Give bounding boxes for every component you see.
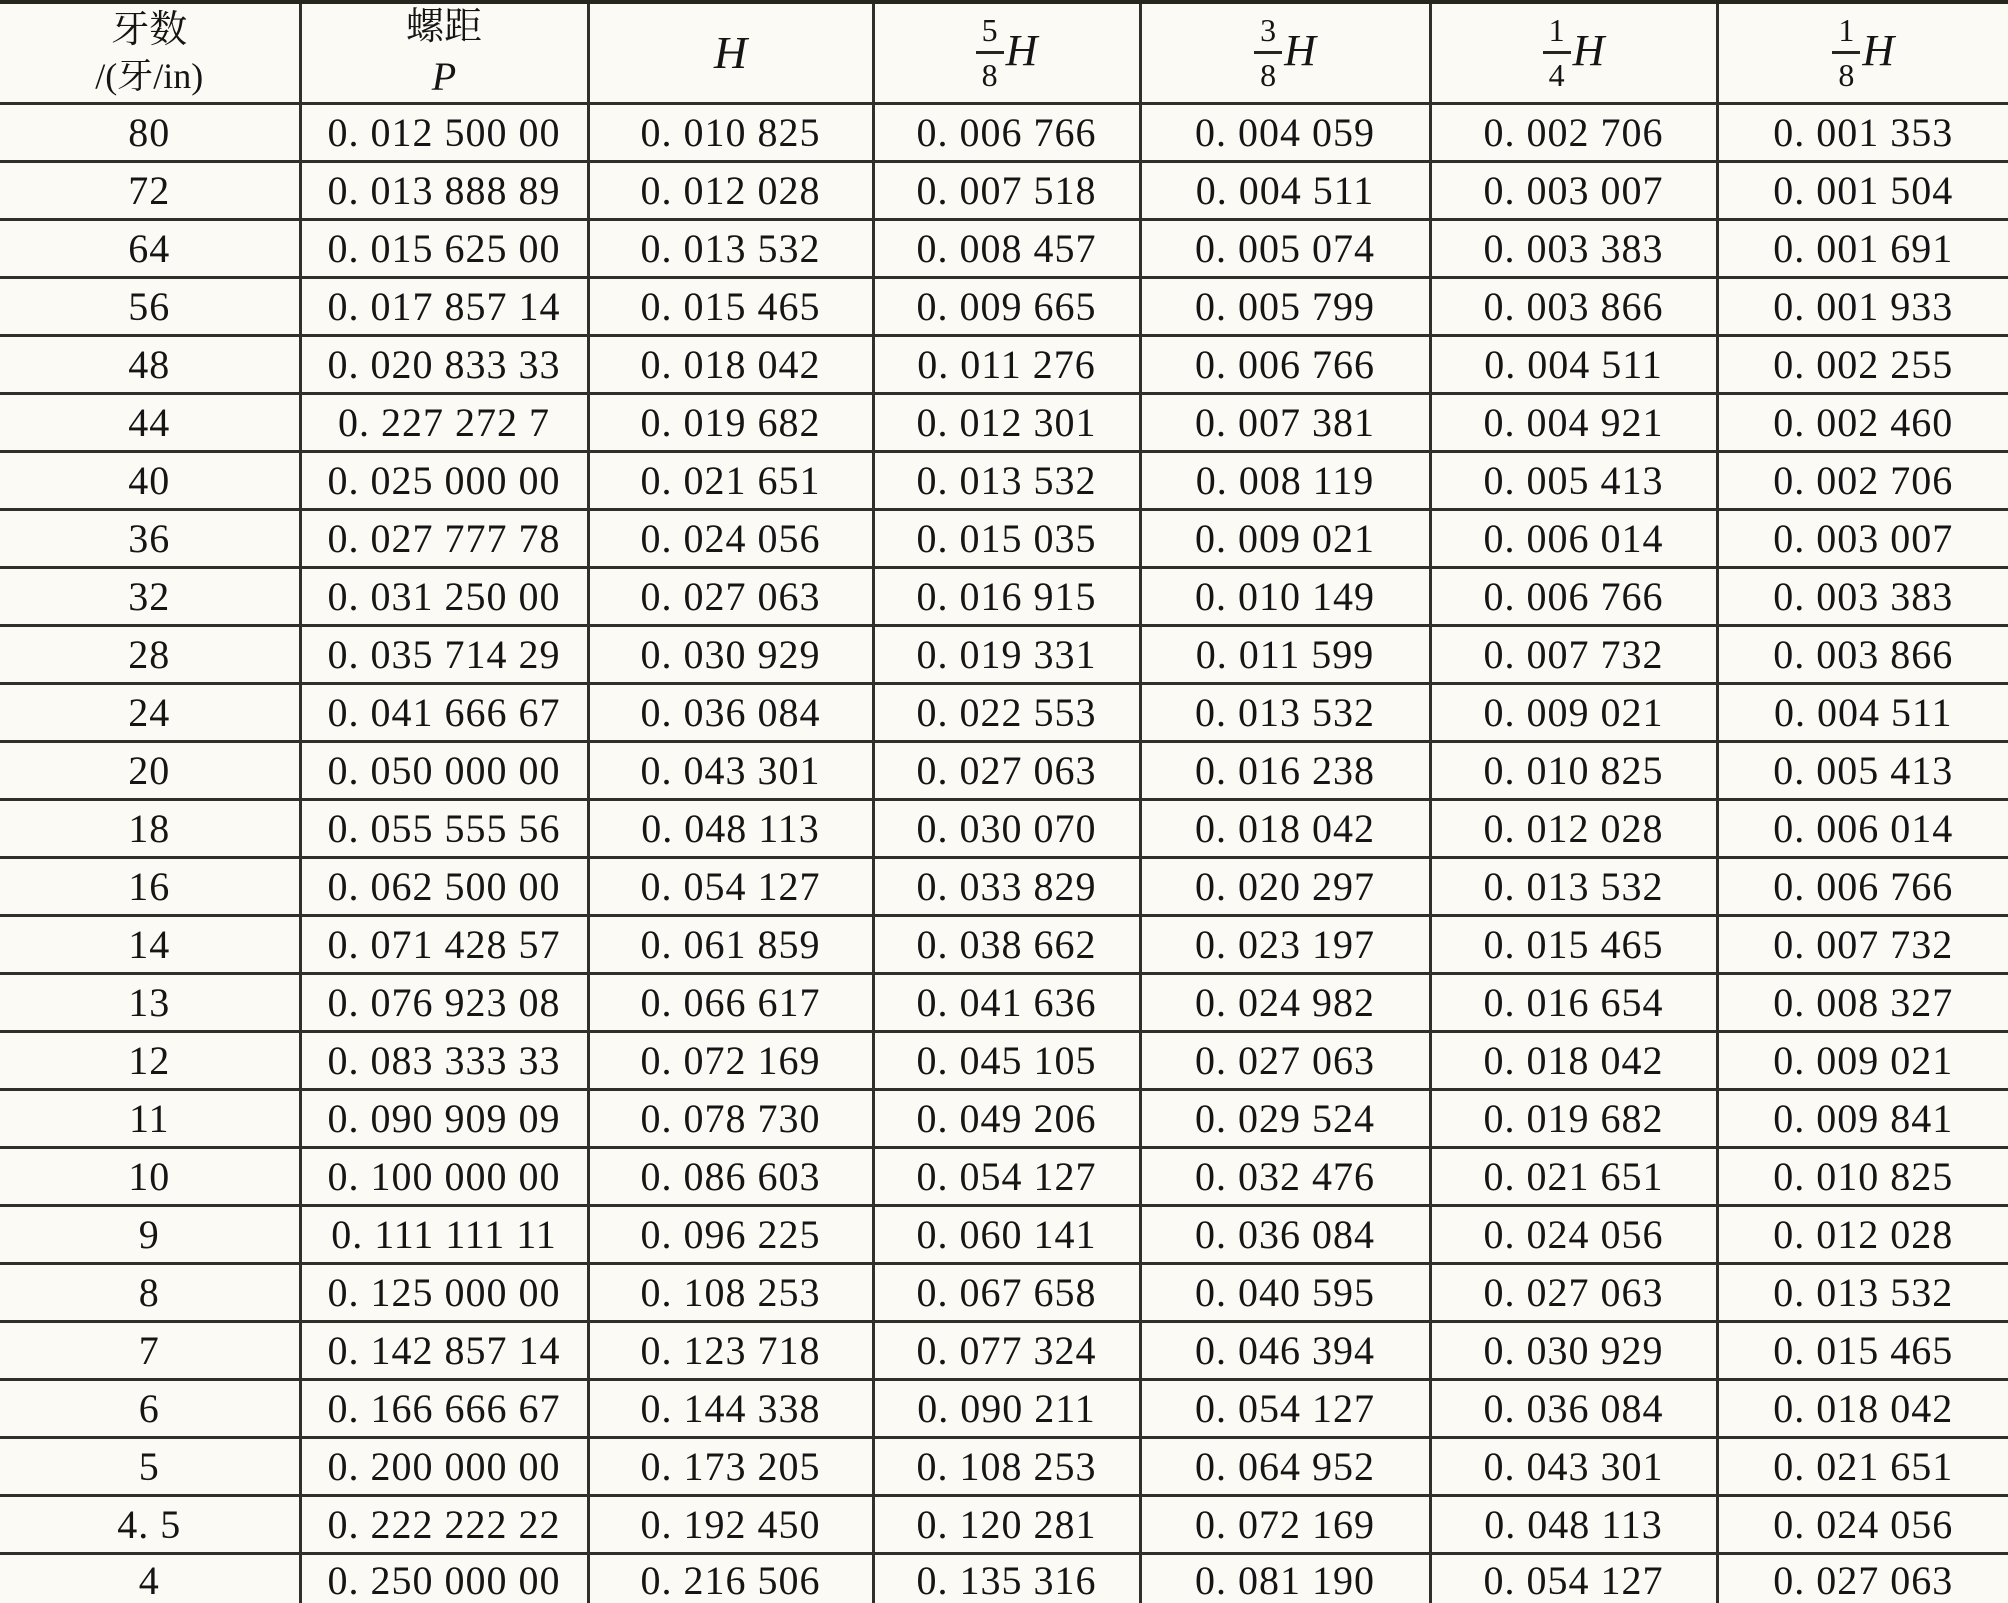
table-cell: 9: [0, 1205, 300, 1263]
table-cell: 0. 004 511: [1430, 335, 1717, 393]
table-cell: 13: [0, 973, 300, 1031]
table-cell: 0. 166 666 67: [300, 1379, 588, 1437]
table-cell: 0. 011 599: [1140, 625, 1430, 683]
table-cell: 0. 003 007: [1717, 509, 2008, 567]
fraction-denominator: 8: [1260, 57, 1277, 94]
fraction-numerator: 1: [1832, 14, 1860, 54]
table-cell: 0. 054 127: [873, 1147, 1140, 1205]
column-header-1-8H: [1717, 2, 2008, 103]
table-cell: 0. 076 923 08: [300, 973, 588, 1031]
table-cell: 0. 030 070: [873, 799, 1140, 857]
table-row: [0, 509, 2008, 567]
table-row: [0, 973, 2008, 1031]
table-cell: 0. 009 021: [1717, 1031, 2008, 1089]
table-row: [0, 161, 2008, 219]
table-body: [0, 103, 2008, 1603]
table-cell: 0. 027 063: [1717, 1553, 2008, 1603]
table-row: [0, 799, 2008, 857]
table-cell: 0. 061 859: [588, 915, 873, 973]
table-row: [0, 219, 2008, 277]
table-cell: 8: [0, 1263, 300, 1321]
table-cell: 0. 030 929: [1430, 1321, 1717, 1379]
table-cell: 0. 111 111 11: [300, 1205, 588, 1263]
table-cell: 0. 013 532: [1430, 857, 1717, 915]
table-cell: 0. 018 042: [1140, 799, 1430, 857]
table-cell: 0. 055 555 56: [300, 799, 588, 857]
table-cell: 4: [0, 1553, 300, 1603]
table-cell: 0. 192 450: [588, 1495, 873, 1553]
table-cell: 0. 015 035: [873, 509, 1140, 567]
table-cell: 0. 002 706: [1717, 451, 2008, 509]
table-cell: 48: [0, 335, 300, 393]
table-cell: 0. 013 532: [1717, 1263, 2008, 1321]
table-cell: 0. 016 238: [1140, 741, 1430, 799]
fraction-expression: [1254, 12, 1316, 94]
table-row: [0, 683, 2008, 741]
table-row: [0, 1495, 2008, 1553]
table-cell: 64: [0, 219, 300, 277]
table-cell: 0. 005 799: [1140, 277, 1430, 335]
table-cell: 0. 004 511: [1140, 161, 1430, 219]
table-cell: 0. 108 253: [588, 1263, 873, 1321]
table-cell: 0. 005 074: [1140, 219, 1430, 277]
table-cell: 18: [0, 799, 300, 857]
table-cell: 0. 054 127: [1140, 1379, 1430, 1437]
table-cell: 0. 083 333 33: [300, 1031, 588, 1089]
table-cell: 0. 006 766: [1430, 567, 1717, 625]
table-cell: 0. 064 952: [1140, 1437, 1430, 1495]
table-cell: 0. 007 732: [1430, 625, 1717, 683]
table-cell: 36: [0, 509, 300, 567]
table-cell: 0. 016 915: [873, 567, 1140, 625]
table-cell: 0. 015 465: [1717, 1321, 2008, 1379]
fraction-3-8: [1254, 12, 1282, 94]
table-cell: 0. 066 617: [588, 973, 873, 1031]
pitch-label: 螺距: [405, 6, 482, 48]
table-cell: 0. 027 063: [873, 741, 1140, 799]
table-cell: 0. 005 413: [1430, 451, 1717, 509]
table-row: [0, 915, 2008, 973]
table-cell: 0. 096 225: [588, 1205, 873, 1263]
table-cell: 0. 007 381: [1140, 393, 1430, 451]
table-cell: 0. 123 718: [588, 1321, 873, 1379]
h-symbol: H: [1572, 26, 1605, 76]
table-cell: 0. 027 063: [1140, 1031, 1430, 1089]
table-cell: 0. 013 532: [588, 219, 873, 277]
table-cell: 0. 017 857 14: [300, 277, 588, 335]
fraction-denominator: 8: [981, 57, 998, 94]
table-cell: 0. 173 205: [588, 1437, 873, 1495]
table-cell: 4. 5: [0, 1495, 300, 1553]
table-cell: 0. 027 063: [1430, 1263, 1717, 1321]
table-cell: 0. 142 857 14: [300, 1321, 588, 1379]
table-cell: 0. 031 250 00: [300, 567, 588, 625]
fraction-numerator: 5: [976, 14, 1004, 54]
table-cell: 0. 004 921: [1430, 393, 1717, 451]
table-cell: 0. 021 651: [588, 451, 873, 509]
table-cell: 28: [0, 625, 300, 683]
column-header-H: [588, 2, 873, 103]
table-cell: 0. 003 383: [1430, 219, 1717, 277]
table-cell: 0. 050 000 00: [300, 741, 588, 799]
table-cell: 0. 020 833 33: [300, 335, 588, 393]
fraction-expression: [1832, 12, 1895, 94]
table-cell: 0. 036 084: [588, 683, 873, 741]
table-cell: 0. 001 933: [1717, 277, 2008, 335]
teeth-unit-label: /(牙/in): [95, 56, 204, 96]
table-row: [0, 1321, 2008, 1379]
table-cell: 0. 003 866: [1430, 277, 1717, 335]
table-cell: 0. 003 007: [1430, 161, 1717, 219]
table-cell: 72: [0, 161, 300, 219]
table-cell: 0. 006 766: [1717, 857, 2008, 915]
table-row: [0, 857, 2008, 915]
column-header-teeth: [0, 2, 300, 103]
table-cell: 0. 048 113: [1430, 1495, 1717, 1553]
table-cell: 0. 007 518: [873, 161, 1140, 219]
table-cell: 0. 067 658: [873, 1263, 1140, 1321]
table-cell: 0. 043 301: [588, 741, 873, 799]
fraction-expression: [1543, 12, 1605, 94]
table-cell: 0. 036 084: [1430, 1379, 1717, 1437]
table-cell: 0. 010 825: [588, 103, 873, 161]
fraction-numerator: 1: [1543, 14, 1571, 54]
table-cell: 0. 027 063: [588, 567, 873, 625]
table-cell: 0. 021 651: [1717, 1437, 2008, 1495]
table-cell: 0. 027 777 78: [300, 509, 588, 567]
table-cell: 0. 002 706: [1430, 103, 1717, 161]
table-cell: 0. 024 982: [1140, 973, 1430, 1031]
table-cell: 0. 054 127: [588, 857, 873, 915]
table-row: [0, 1379, 2008, 1437]
table-cell: 0. 021 651: [1430, 1147, 1717, 1205]
table-cell: 12: [0, 1031, 300, 1089]
table-cell: 0. 007 732: [1717, 915, 2008, 973]
column-header-pitch: [300, 2, 588, 103]
table-row: [0, 567, 2008, 625]
table-row: [0, 1263, 2008, 1321]
fraction-denominator: 4: [1548, 57, 1565, 94]
table-cell: 0. 018 042: [1717, 1379, 2008, 1437]
table-cell: 0. 012 028: [1717, 1205, 2008, 1263]
table-cell: 0. 006 014: [1717, 799, 2008, 857]
table-cell: 56: [0, 277, 300, 335]
h-symbol: H: [713, 27, 748, 79]
header-row: [0, 2, 2008, 103]
h-symbol: H: [1005, 26, 1038, 76]
table-row: [0, 1089, 2008, 1147]
table-cell: 16: [0, 857, 300, 915]
table-cell: 0. 038 662: [873, 915, 1140, 973]
table-cell: 0. 025 000 00: [300, 451, 588, 509]
table-cell: 0. 250 000 00: [300, 1553, 588, 1603]
table-cell: 0. 018 042: [588, 335, 873, 393]
fraction-1-8: [1832, 12, 1860, 94]
pitch-symbol: P: [431, 53, 457, 99]
table-cell: 0. 072 169: [588, 1031, 873, 1089]
table-cell: 0. 043 301: [1430, 1437, 1717, 1495]
table-row: [0, 393, 2008, 451]
table-cell: 44: [0, 393, 300, 451]
table-row: [0, 1437, 2008, 1495]
table-cell: 0. 222 222 22: [300, 1495, 588, 1553]
table-cell: 0. 023 197: [1140, 915, 1430, 973]
fraction-denominator: 8: [1838, 57, 1855, 94]
table-cell: 0. 120 281: [873, 1495, 1140, 1553]
table-row: [0, 741, 2008, 799]
table-cell: 0. 081 190: [1140, 1553, 1430, 1603]
table-row: [0, 1031, 2008, 1089]
table-row: [0, 1205, 2008, 1263]
table-cell: 0. 015 465: [1430, 915, 1717, 973]
table-cell: 0. 012 301: [873, 393, 1140, 451]
table-cell: 0. 009 665: [873, 277, 1140, 335]
table-cell: 0. 024 056: [1430, 1205, 1717, 1263]
table-cell: 0. 090 909 09: [300, 1089, 588, 1147]
table-cell: 32: [0, 567, 300, 625]
table-cell: 0. 072 169: [1140, 1495, 1430, 1553]
table-row: [0, 1553, 2008, 1603]
table-cell: 0. 090 211: [873, 1379, 1140, 1437]
table-cell: 0. 020 297: [1140, 857, 1430, 915]
table-cell: 0. 006 766: [1140, 335, 1430, 393]
table-cell: 0. 011 276: [873, 335, 1140, 393]
table-cell: 0. 100 000 00: [300, 1147, 588, 1205]
table-cell: 0. 036 084: [1140, 1205, 1430, 1263]
table-cell: 0. 054 127: [1430, 1553, 1717, 1603]
table-cell: 0. 012 028: [1430, 799, 1717, 857]
table-cell: 0. 015 465: [588, 277, 873, 335]
table-cell: 14: [0, 915, 300, 973]
table-cell: 0. 049 206: [873, 1089, 1140, 1147]
table-cell: 6: [0, 1379, 300, 1437]
table-cell: 0. 010 825: [1717, 1147, 2008, 1205]
table-cell: 0. 048 113: [588, 799, 873, 857]
table-cell: 7: [0, 1321, 300, 1379]
table-cell: 0. 022 553: [873, 683, 1140, 741]
table-cell: 0. 019 682: [588, 393, 873, 451]
table-cell: 0. 144 338: [588, 1379, 873, 1437]
table-cell: 0. 015 625 00: [300, 219, 588, 277]
table-cell: 0. 008 457: [873, 219, 1140, 277]
table-cell: 11: [0, 1089, 300, 1147]
table-cell: 0. 003 383: [1717, 567, 2008, 625]
table-cell: 10: [0, 1147, 300, 1205]
table-cell: 0. 078 730: [588, 1089, 873, 1147]
column-header-5-8H: [873, 2, 1140, 103]
table-cell: 0. 032 476: [1140, 1147, 1430, 1205]
table-cell: 0. 002 460: [1717, 393, 2008, 451]
table-cell: 0. 071 428 57: [300, 915, 588, 973]
table-cell: 0. 060 141: [873, 1205, 1140, 1263]
table-cell: 0. 125 000 00: [300, 1263, 588, 1321]
h-symbol: H: [1862, 26, 1895, 76]
table-cell: 0. 013 888 89: [300, 161, 588, 219]
h-symbol: H: [1284, 26, 1316, 76]
table-cell: 0. 009 021: [1430, 683, 1717, 741]
table-cell: 0. 024 056: [1717, 1495, 2008, 1553]
table-cell: 0. 216 506: [588, 1553, 873, 1603]
table-cell: 0. 040 595: [1140, 1263, 1430, 1321]
table-cell: 40: [0, 451, 300, 509]
column-header-1-4H: [1430, 2, 1717, 103]
table-row: [0, 1147, 2008, 1205]
table-cell: 0. 003 866: [1717, 625, 2008, 683]
table-cell: 0. 012 500 00: [300, 103, 588, 161]
table-cell: 0. 004 511: [1717, 683, 2008, 741]
table-cell: 0. 227 272 7: [300, 393, 588, 451]
fraction-numerator: 3: [1254, 14, 1282, 54]
table-cell: 0. 108 253: [873, 1437, 1140, 1495]
table-cell: 0. 006 014: [1430, 509, 1717, 567]
table-cell: 0. 019 331: [873, 625, 1140, 683]
table-cell: 24: [0, 683, 300, 741]
table-row: [0, 103, 2008, 161]
fraction-1-4: [1543, 12, 1571, 94]
table-cell: 0. 001 691: [1717, 219, 2008, 277]
table-cell: 0. 010 149: [1140, 567, 1430, 625]
table-row: [0, 625, 2008, 683]
table-cell: 0. 018 042: [1430, 1031, 1717, 1089]
column-header-3-8H: [1140, 2, 1430, 103]
table-cell: 0. 024 056: [588, 509, 873, 567]
table-cell: 0. 004 059: [1140, 103, 1430, 161]
table-cell: 0. 086 603: [588, 1147, 873, 1205]
teeth-label: 牙数: [111, 8, 188, 51]
table-cell: 0. 001 504: [1717, 161, 2008, 219]
table-cell: 0. 035 714 29: [300, 625, 588, 683]
table-cell: 0. 029 524: [1140, 1089, 1430, 1147]
table-cell: 0. 005 413: [1717, 741, 2008, 799]
table-cell: 80: [0, 103, 300, 161]
fraction-5-8: [976, 12, 1004, 94]
table-row: [0, 451, 2008, 509]
table-header: [0, 2, 2008, 103]
table-row: [0, 277, 2008, 335]
table-cell: 0. 002 255: [1717, 335, 2008, 393]
table-cell: 0. 009 841: [1717, 1089, 2008, 1147]
table-cell: 0. 200 000 00: [300, 1437, 588, 1495]
table-cell: 0. 013 532: [873, 451, 1140, 509]
table-cell: 0. 001 353: [1717, 103, 2008, 161]
table-cell: 0. 009 021: [1140, 509, 1430, 567]
table-cell: 0. 016 654: [1430, 973, 1717, 1031]
table-cell: 0. 006 766: [873, 103, 1140, 161]
table-cell: 0. 008 327: [1717, 973, 2008, 1031]
table-cell: 0. 046 394: [1140, 1321, 1430, 1379]
table-cell: 0. 033 829: [873, 857, 1140, 915]
table-cell: 0. 030 929: [588, 625, 873, 683]
table-cell: 0. 135 316: [873, 1553, 1140, 1603]
table-cell: 0. 041 666 67: [300, 683, 588, 741]
table-cell: 0. 013 532: [1140, 683, 1430, 741]
table-cell: 0. 012 028: [588, 161, 873, 219]
table-cell: 0. 041 636: [873, 973, 1140, 1031]
table-cell: 0. 008 119: [1140, 451, 1430, 509]
table-cell: 0. 010 825: [1430, 741, 1717, 799]
table-row: [0, 335, 2008, 393]
table-cell: 0. 077 324: [873, 1321, 1140, 1379]
fraction-expression: [976, 12, 1038, 94]
table-cell: 0. 062 500 00: [300, 857, 588, 915]
table-cell: 5: [0, 1437, 300, 1495]
table-cell: 0. 045 105: [873, 1031, 1140, 1089]
table-cell: 0. 019 682: [1430, 1089, 1717, 1147]
table-cell: 20: [0, 741, 300, 799]
